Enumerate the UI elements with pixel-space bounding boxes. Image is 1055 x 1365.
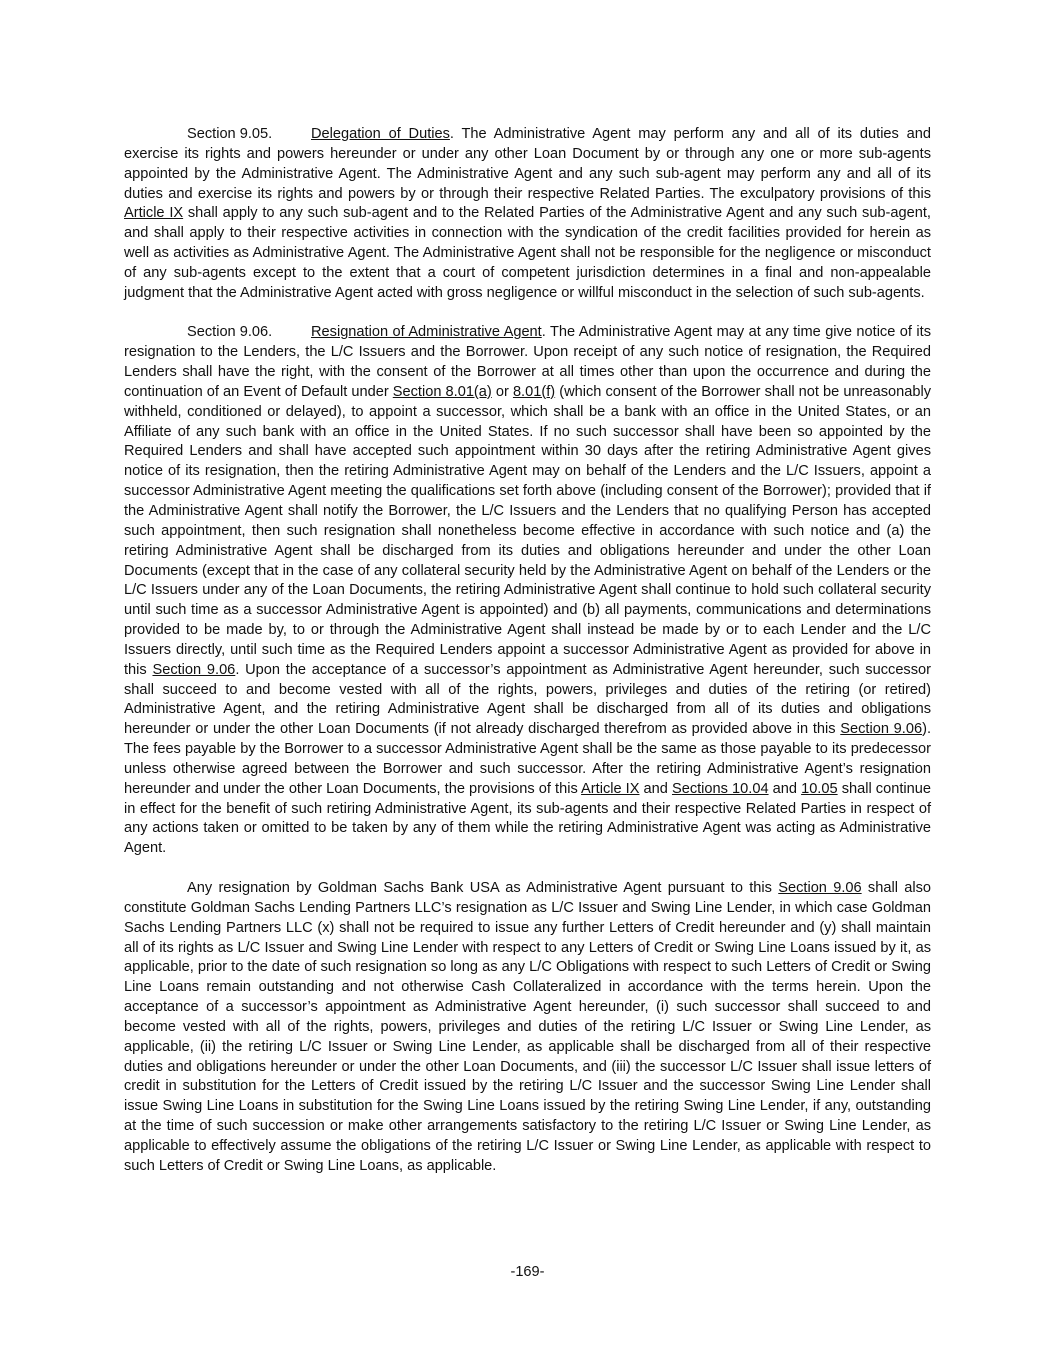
paragraph-text: shall continue in effect for the benefit of such retiring Administrative Agent, its sub-agents and their respective Related Parties in respect of any actions taken or omitted to be taken by any of them while the retiring Administrative Agent was acting as Administrative Agent. [124,780,931,857]
page-number: -169- [510,1264,545,1280]
paragraph-text: . Upon the acceptance of a successor’s appointment as Administrative Agent hereunder, such successor shall succeed to and become vested with all of the rights, powers, privileges and duties of the retiring (or retired) Administrative Agent, and the retiring Administrative Agent shall be discharged from all of its duties and obligations hereunder or under the other Loan Documents (if not already discharged therefrom as provided above in this [124,661,932,738]
paragraph-text: shall also constitute Goldman Sachs Lending Partners LLC’s resignation as L/C Issuer and Swing Line Lender, in which case Goldman Sachs Lending Partners LLC (x) shall not be required to issue any further Letters of Credit hereunder and (y) shall maintain all of its rights as L/C Issuer and Swing Line Lender with respect to any Letters of Credit or Swing Line Loans issued by it, as applicable, prior to the date of such resignation so long as any L/C Obligations with respect to such Letters of Credit or Swing Line Loans remain outstanding and not otherwise Cash Collateralized in accordance with the terms herein. Upon the acceptance of a successor’s appointment as Administrative Agent hereunder, (i) such successor shall succeed to and become vested with all of the rights, powers, privileges and duties of the retiring L/C Issuer or Swing Line Lender, as applicable, (ii) the retiring L/C Issuer or Swing Line Lender, as applicable shall be discharged from all of their respective duties and obligations hereunder or under the other Loan Documents, and (iii) the successor L/C Issuer shall issue letters of credit in substitution for the Letters of Credit issued by the retiring L/C Issuer and the successor Swing Line Lender shall issue Swing Line Loans in substitution for the Swing Line Loans issued by the retiring Swing Line Lender, if any, outstanding at the time of such succession or make other arrangements satisfactory to the retiring L/C Issuer or Swing Line Lender, as applicable to effectively assume the obligations of the retiring L/C Issuer or Swing Line Lender, as applicable with respect to such Letters of Credit or Swing Line Loans, as applicable. [124,879,931,1174]
cross-reference: 8.01(f) [512,383,556,400]
paragraph-text: and [768,780,802,797]
cross-reference: Section 9.06 [840,721,923,738]
cross-reference: Section 9.06 [152,661,236,678]
body-paragraph [124,879,931,1177]
section-paragraph [124,125,931,304]
cross-reference: Section 9.06 [778,879,862,896]
cross-reference: Sections 10.04 [671,780,769,797]
paragraph-text: shall apply to any such sub-agent and to the Related Parties of the Administrative Agent and any such sub-agent, and shall apply to their respective activities in connection with the syndication of the credit facilities provided for herein as well as activities as Administrative Agent. The Administrative Agent shall not be responsible for the negligence or misconduct of any sub-agents except to the extent that a court of competent jurisdiction determines in a final and non-appealable judgment that the Administrative Agent acted with gross negligence or willful misconduct in the selection of such sub-agents. [124,205,931,301]
cross-reference: Resignation of Administrative Agent [311,324,542,341]
section-number: Section 9.05. [187,126,273,142]
paragraph-text: or [491,383,513,400]
cross-reference: Delegation of Duties [311,126,450,142]
paragraph-text: . The Administrative Agent may perform any and all of its duties and exercise its rights and powers hereunder or under any other Loan Document by or through any one or more sub-agents appointed by the Administrative Agent. The Administrative Agent and any such sub-agent may perform any and all of its duties and exercise its rights and powers by or through their respective Related Parties. The exculpatory provisions of this [124,126,931,202]
paragraph-text: Any resignation by Goldman Sachs Bank USA as Administrative Agent pursuant to this [187,879,779,896]
document-body [124,125,931,1177]
paragraph-text: ). The fees payable by the Borrower to a successor Administrative Agent shall be the same as those payable to its predecessor unless otherwise agreed between the Borrower and such successor. After the retiring Administrative Agent’s resignation hereunder and under the other Loan Documents, the provisions of this [124,721,932,797]
cross-reference: Section 8.01(a) [392,383,492,400]
section-number: Section 9.06. [187,324,273,341]
section-paragraph [124,323,931,859]
cross-reference: Article IX [124,205,184,222]
paragraph-text: (which consent of the Borrower shall not be unreasonably withheld, conditioned or delayed), to appoint a successor, which shall be a bank with an office in the United States, or an Affiliate of any such bank with an office in the United States. If no such successor shall have been so appointed by the Required Lenders and shall have accepted such appointment within 30 days after the retiring Administrative Agent gives notice of its resignation, then the retiring Administrative Agent may on behalf of the Lenders and the L/C Issuers, appoint a successor Administrative Agent meeting the qualifications set forth above (including consent of the Borrower); provided that if the Administrative Agent shall notify the Borrower, the L/C Issuers and the Lenders that no qualifying Person has accepted such appointment, then such resignation shall nonetheless become effective in accordance with such notice and (a) the retiring Administrative Agent shall be discharged from its duties and obligations hereunder and under the other Loan Documents (except that in the case of any collateral security held by the Administrative Agent on behalf of the Lenders or the L/C Issuers under any of the Loan Documents, the retiring Administrative Agent shall continue to hold such collateral security until such time as a successor Administrative Agent is appointed) and (b) all payments, communications and determinations provided to be made by, to or through the Administrative Agent shall instead be made by or to each Lender and the L/C Issuers directly, until such time as the Required Lenders appoint a successor Administrative Agent as provided for above in this [124,383,931,678]
cross-reference: Article IX [581,780,640,797]
paragraph-text: . The Administrative Agent may at any time give notice of its resignation to the Lenders, the L/C Issuers and the Borrower. Upon receipt of any such notice of resignation, the Required Lenders shall have the right, with the consent of the Borrower at all times other than upon the occurrence and during the continuation of an Event of Default under [124,324,931,400]
cross-reference: 10.05 [801,780,838,797]
paragraph-text: and [639,780,672,797]
